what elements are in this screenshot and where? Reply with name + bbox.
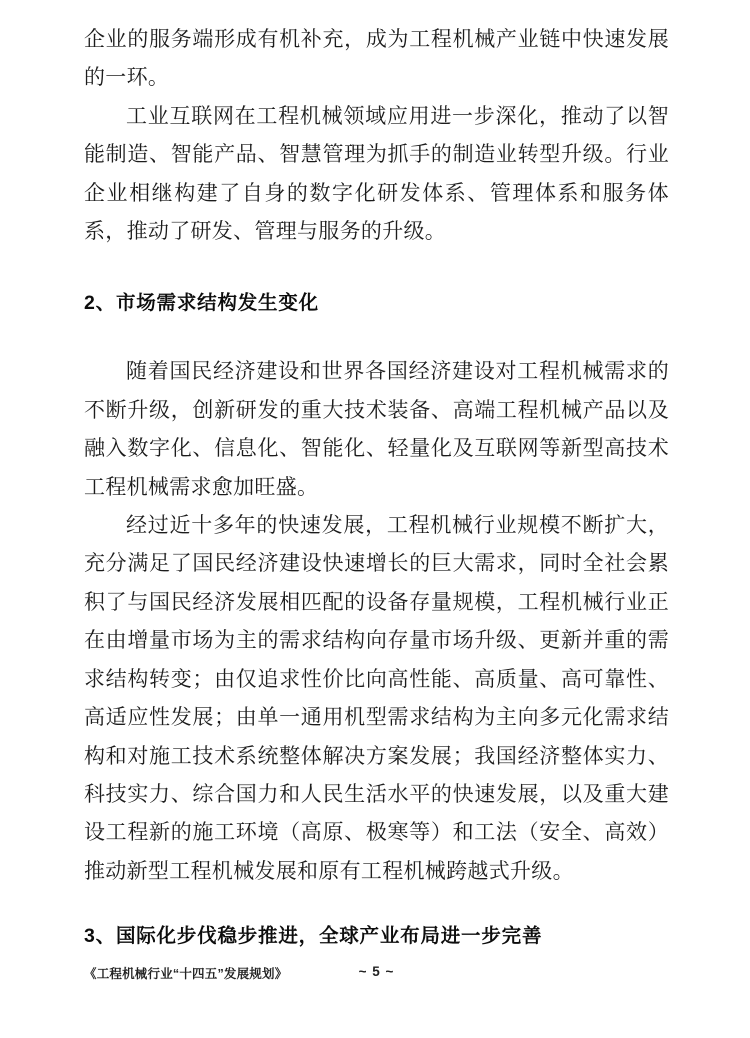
page-footer — [84, 961, 669, 985]
footer-document-title: 《工程机械行业“十四五”发展规划》 — [84, 967, 288, 981]
paragraph-industrial-internet: 工业互联网在工程机械领域应用进一步深化，推动了以智能制造、智能产品、智慧管理为抓手的制造业转型升级。行业企业相继构建了自身的数字化研发体系、管理体系和服务体系，推动了研发、管理与服务的升级。 — [84, 103, 669, 244]
paragraph-demand-upgrade: 随着国民经济建设和世界各国经济建设对工程机械需求的不断升级，创新研发的重大技术装备、高端工程机械产品以及融入数字化、信息化、智能化、轻量化及互联网等新型高技术工程机械需求愈加旺盛。 — [84, 359, 669, 499]
document-body — [84, 20, 669, 949]
paragraph-industry-scale: 经过近十多年的快速发展，工程机械行业规模不断扩大，充分满足了国民经济建设快速增长的巨大需求，同时全社会累积了与国民经济发展相匹配的设备存量规模，工程机械行业正在由增量市场为主的需求结构向存量市场升级、更新并重的需求结构转变；由仅追求性价比向高性能、高质量、高可靠性、高适应性发展；由单一通用机型需求结构为主向多元化需求结构和对施工技术系统整体解决方案发展；我国经济整体实力、科技实力、综合国力和人民生活水平的快速发展，以及重大建设工程新的施工环境（高原、极寒等）和工法（安全、高效）推动新型工程机械发展和原有工程机械跨越式升级。 — [84, 513, 669, 883]
section-heading-3: 3、国际化步伐稳步推进，全球产业布局进一步完善 — [84, 925, 543, 948]
footer-page-number: ~ 5 ~ — [358, 964, 395, 979]
paragraph-continuation: 企业的服务端形成有机补充，成为工程机械产业链中快速发展的一环。 — [84, 27, 669, 90]
section-heading-2: 2、市场需求结构发生变化 — [84, 292, 319, 315]
